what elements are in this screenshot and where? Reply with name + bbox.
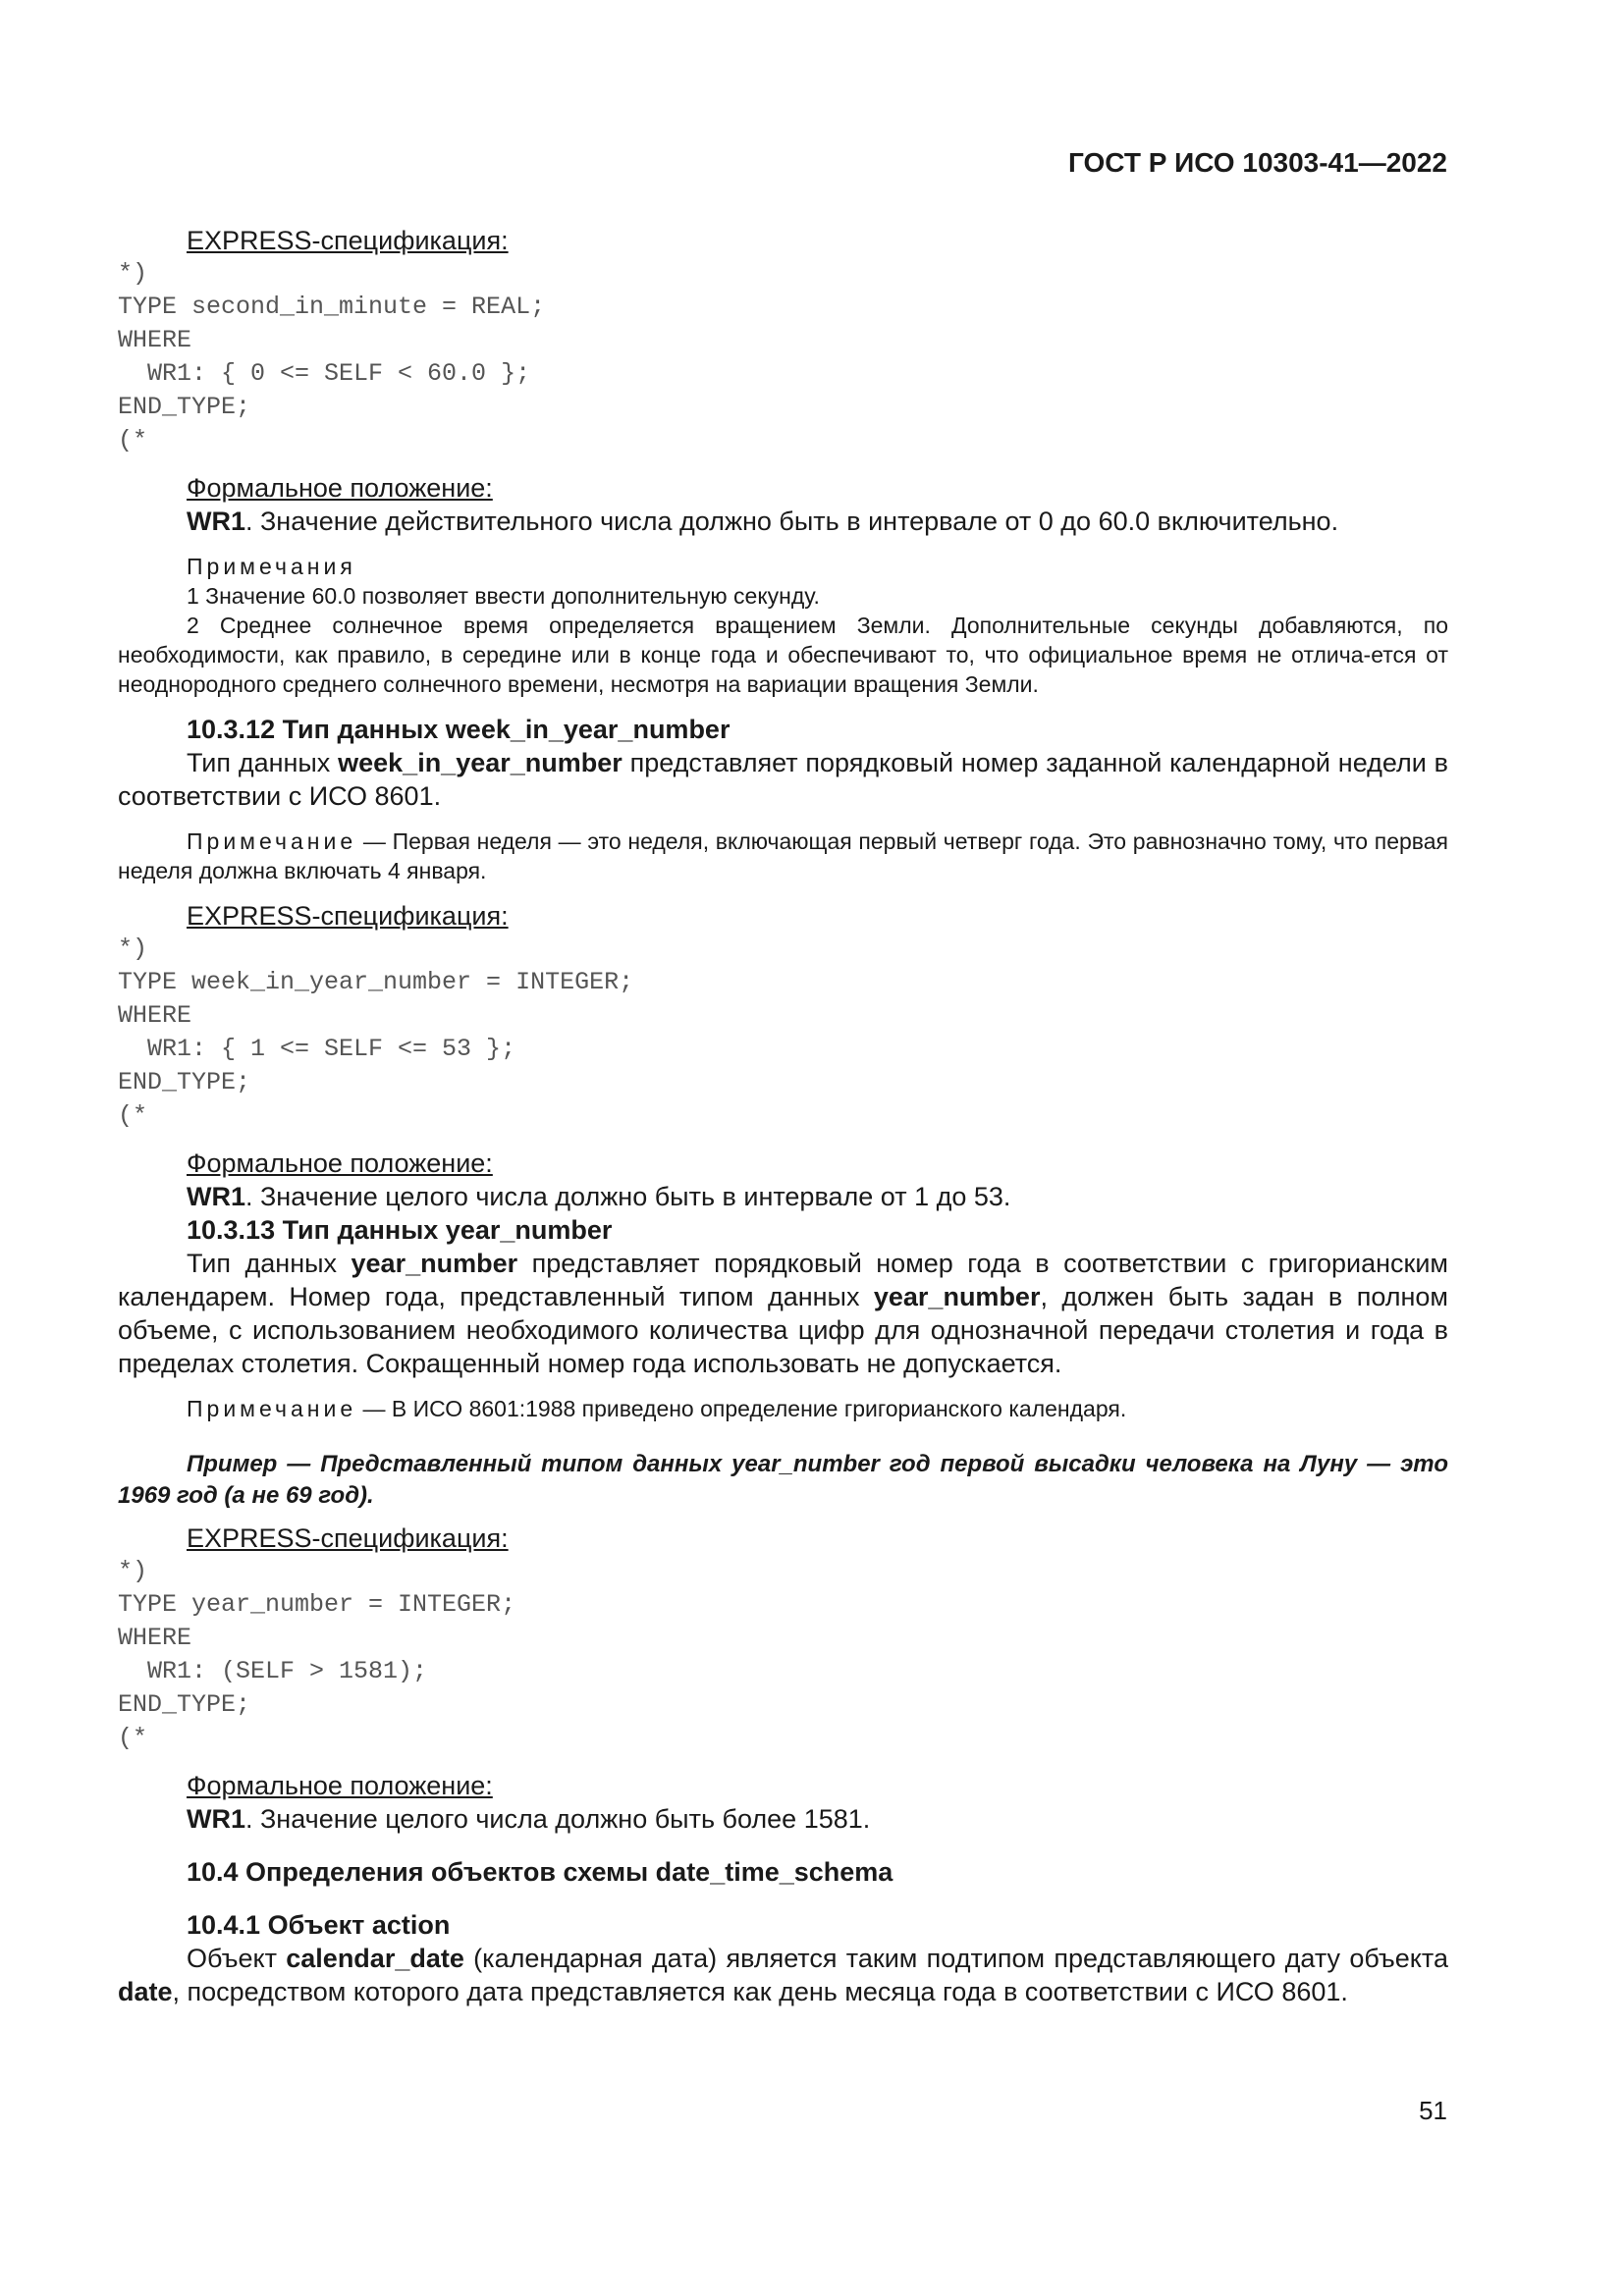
text: , должен быть задан в полном объеме, с использованием необходимого количества цифр для однозначной передачи столетия и года в пределах столетия. Сокращенный номер года использовать не допускается. [118, 1282, 1448, 1378]
wr1-label: WR1 [187, 507, 245, 536]
note-year [118, 1394, 1448, 1423]
bold-term: year_number [873, 1282, 1041, 1311]
text: представляет порядковый номер года в соответствии с григорианским календарем. Номер года, представленный типом данных [118, 1249, 1448, 1311]
code-line: (* [118, 426, 148, 454]
text: Объект [187, 1944, 287, 1973]
section-heading-10-3-12: 10.3.12 Тип данных week_in_year_number [187, 715, 731, 744]
express-label: EXPRESS-спецификация: [187, 226, 509, 255]
text: (календарная дата) является таким подтипом представляющего дату объекта [463, 1944, 1448, 1973]
bold-term: week_in_year_number [338, 748, 623, 777]
note-1: 1 Значение 60.0 позволяет ввести дополнительную секунду. [187, 583, 820, 609]
paragraph-week [118, 746, 1448, 813]
formal-text: . Значение целого числа должно быть в интервале от 1 до 53. [245, 1182, 1011, 1211]
text: , посредством которого дата представляется как день месяца года в соответствии с ИСО 8601. [172, 1977, 1348, 2006]
example-text: Пример — Представленный типом данных year_number год первой высадки человека на Луну — это 1969 год (а не 69 год). [118, 1451, 1448, 1509]
code-line: TYPE year_number = INTEGER; [118, 1590, 516, 1619]
bold-term: calendar_date [286, 1944, 464, 1973]
formal-label: Формальное положение: [187, 473, 493, 503]
code-line: WR1: { 1 <= SELF <= 53 }; [118, 1035, 516, 1063]
note-2: 2 Среднее солнечное время определяется вращением Земли. Дополнительные секунды добавляются, по необходимости, как правило, в середине или в конце года и обеспечивают то, что официальное время не отлича-ется от неоднородного среднего солнечного времени, несмотря на вариации вращения Земли. [118, 613, 1448, 697]
notes-title: Примечания [187, 554, 356, 579]
paragraph-action [118, 1942, 1448, 2008]
express-label: EXPRESS-спецификация: [187, 1523, 509, 1553]
code-line: END_TYPE; [118, 1690, 251, 1719]
formal-statement [118, 1180, 1448, 1213]
note-label: Примечание [187, 1396, 357, 1421]
code-line: WHERE [118, 1624, 192, 1652]
wr1-label: WR1 [187, 1182, 245, 1211]
page-content [118, 224, 1448, 2008]
formal-text: . Значение действительного числа должно быть в интервале от 0 до 60.0 включительно. [245, 507, 1339, 536]
code-line: (* [118, 1724, 148, 1752]
text: представляет порядковый номер заданной календарной недели в соответствии с ИСО 8601. [118, 748, 1448, 811]
page-number: 51 [1419, 2096, 1447, 2125]
paragraph-year [118, 1247, 1448, 1380]
code-line: *) [118, 259, 148, 288]
formal-statement [118, 1802, 1448, 1836]
text: Тип данных [187, 748, 339, 777]
note-text: — Первая неделя — это неделя, включающая первый четверг года. Это равнозначно тому, что первая неделя должна включать 4 января. [118, 828, 1448, 883]
code-line: TYPE week_in_year_number = INTEGER; [118, 968, 634, 996]
code-line: WHERE [118, 1001, 192, 1030]
bold-term: year_number [351, 1249, 518, 1278]
express-label: EXPRESS-спецификация: [187, 901, 509, 931]
formal-text: . Значение целого числа должно быть более 1581. [245, 1804, 871, 1834]
formal-label: Формальное положение: [187, 1771, 493, 1800]
code-line: (* [118, 1101, 148, 1130]
wr1-label: WR1 [187, 1804, 245, 1834]
code-line: TYPE second_in_minute = REAL; [118, 293, 546, 321]
text: Тип данных [187, 1249, 352, 1278]
formal-statement [118, 505, 1448, 538]
formal-label: Формальное положение: [187, 1148, 493, 1178]
code-line: END_TYPE; [118, 1068, 251, 1096]
code-block-week-in-year-number [118, 933, 1448, 1133]
note-text: — В ИСО 8601:1988 приведено определение григорианского календаря. [356, 1396, 1127, 1421]
document-header: ГОСТ Р ИСО 10303-41—2022 [1068, 147, 1447, 178]
code-line: END_TYPE; [118, 393, 251, 421]
section-heading-10-4-1: 10.4.1 Объект action [187, 1910, 451, 1940]
code-line: WHERE [118, 326, 192, 354]
code-line: *) [118, 934, 148, 963]
code-line: WR1: { 0 <= SELF < 60.0 }; [118, 359, 531, 388]
note-label: Примечание [187, 828, 357, 854]
bold-term: date [118, 1977, 173, 2006]
section-heading-10-4: 10.4 Определения объектов схемы date_time_schema [187, 1857, 893, 1887]
code-line: *) [118, 1557, 148, 1585]
note-week [118, 827, 1448, 885]
code-block-second-in-minute [118, 257, 1448, 457]
code-block-year-number [118, 1555, 1448, 1755]
section-heading-10-3-13: 10.3.13 Тип данных year_number [187, 1215, 613, 1245]
code-line: WR1: (SELF > 1581); [118, 1657, 428, 1685]
